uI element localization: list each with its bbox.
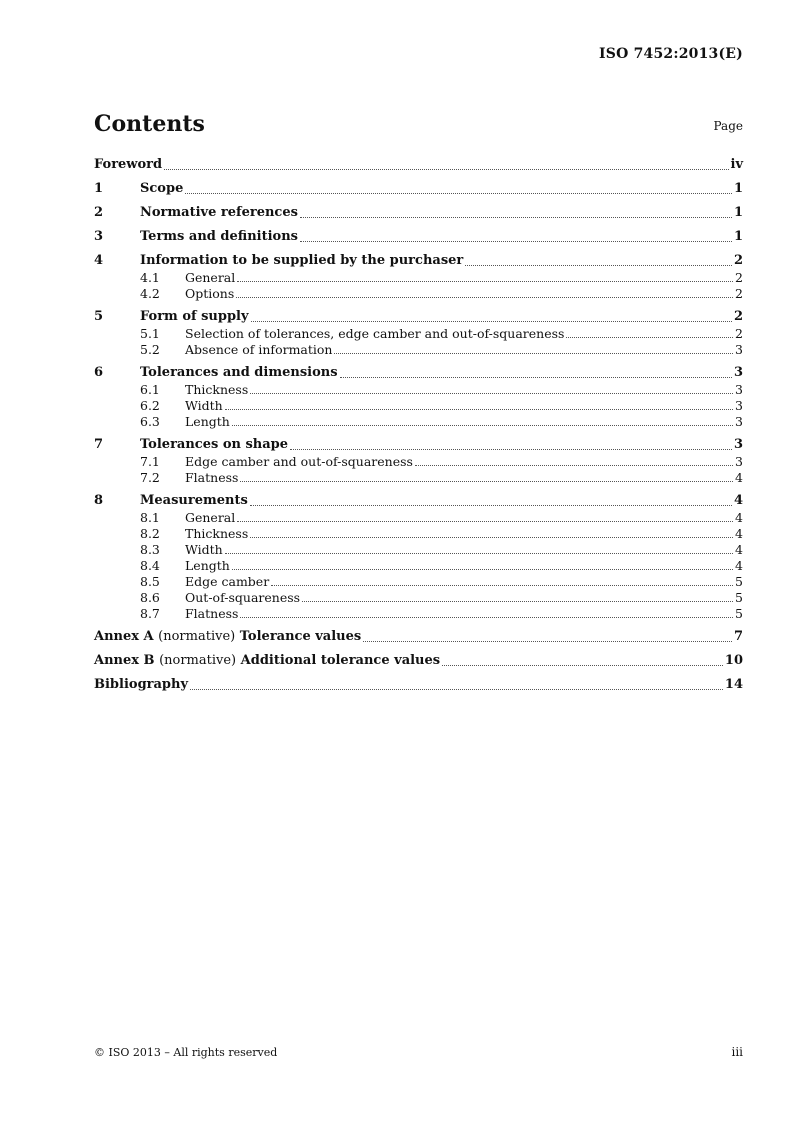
toc-subentry-number: 8.5 bbox=[140, 574, 160, 589]
toc-subentry-number: 8.2 bbox=[140, 526, 160, 541]
toc-subentry-page: 4 bbox=[735, 542, 743, 557]
dot-leader bbox=[240, 481, 733, 482]
annex-label: Annex A bbox=[94, 629, 154, 644]
annex-title: Additional tolerance values bbox=[240, 653, 441, 668]
toc-entry[interactable] bbox=[94, 436, 743, 454]
toc-subentry-title: Width bbox=[185, 398, 223, 413]
bibliography-title: Bibliography bbox=[94, 677, 189, 692]
toc-entry-page: 4 bbox=[733, 493, 743, 508]
toc-entry-number: 4 bbox=[94, 253, 104, 268]
toc-subentry-title: Options bbox=[185, 286, 235, 301]
dot-leader bbox=[164, 169, 728, 170]
toc-subentry-number: 5.2 bbox=[140, 342, 160, 357]
dot-leader bbox=[237, 281, 733, 282]
toc-entry-number: 3 bbox=[94, 229, 104, 244]
toc-subentry-number: 4.1 bbox=[140, 270, 160, 285]
page-title: Contents bbox=[94, 111, 205, 137]
toc-subentry-title: Out-of-squareness bbox=[185, 590, 301, 605]
toc-subentry[interactable] bbox=[94, 526, 743, 542]
toc-entry-page: 2 bbox=[733, 253, 743, 268]
toc-subentry-number: 6.1 bbox=[140, 382, 160, 397]
toc-subentry-title: Flatness bbox=[185, 606, 239, 621]
dot-leader bbox=[250, 505, 732, 506]
toc-entry-page: 2 bbox=[733, 309, 743, 324]
toc-subentry[interactable] bbox=[94, 606, 743, 622]
toc-subentry-number: 8.1 bbox=[140, 510, 160, 525]
toc-entry-page: 1 bbox=[733, 229, 743, 244]
document-id: ISO 7452:2013(E) bbox=[599, 46, 743, 62]
toc-subentry-page: 4 bbox=[735, 470, 743, 485]
dot-leader bbox=[271, 585, 733, 586]
toc-subentry-number: 7.2 bbox=[140, 470, 160, 485]
toc-entry-number: 2 bbox=[94, 205, 104, 220]
toc-subentry-page: 4 bbox=[735, 526, 743, 541]
dot-leader bbox=[190, 689, 723, 690]
toc-entry-page: 3 bbox=[733, 437, 743, 452]
toc-subentry-title: General bbox=[185, 510, 236, 525]
dot-leader bbox=[300, 217, 732, 218]
toc-subentry-title: Length bbox=[185, 558, 230, 573]
dot-leader bbox=[442, 665, 723, 666]
toc-entry-page: 3 bbox=[733, 365, 743, 380]
toc-subentry[interactable] bbox=[94, 342, 743, 358]
toc-subentry[interactable] bbox=[94, 382, 743, 398]
annex-label: Annex B bbox=[94, 653, 155, 668]
toc-subentry[interactable] bbox=[94, 470, 743, 486]
toc-annex-entry[interactable] bbox=[94, 628, 743, 646]
toc-subentry-page: 5 bbox=[735, 606, 743, 621]
toc-subentry-page: 4 bbox=[735, 510, 743, 525]
toc-entry[interactable] bbox=[94, 204, 743, 222]
page-column-label: Page bbox=[713, 119, 743, 133]
toc-subentry-page: 5 bbox=[735, 590, 743, 605]
toc-subentry-page: 2 bbox=[735, 286, 743, 301]
toc-annex-page: 7 bbox=[733, 629, 743, 644]
toc-entry-title: Foreword bbox=[94, 157, 163, 172]
page-number: iii bbox=[731, 1045, 743, 1059]
toc-subentry-title: Thickness bbox=[185, 382, 249, 397]
toc-subentry[interactable] bbox=[94, 286, 743, 302]
dot-leader bbox=[232, 569, 733, 570]
toc-subentry[interactable] bbox=[94, 510, 743, 526]
toc-subentry-title: Edge camber bbox=[185, 574, 270, 589]
toc-subentry-title: Edge camber and out-of-squareness bbox=[185, 454, 413, 469]
toc-subentry-page: 3 bbox=[735, 398, 743, 413]
toc-subentry-title: Length bbox=[185, 414, 230, 429]
toc-annex-title bbox=[94, 628, 361, 646]
toc-subentry-title: General bbox=[185, 270, 236, 285]
dot-leader bbox=[334, 353, 733, 354]
dot-leader bbox=[251, 321, 732, 322]
toc-subentry[interactable] bbox=[94, 542, 743, 558]
toc-bibliography-entry[interactable] bbox=[94, 676, 743, 694]
toc-entry-title: Form of supply bbox=[140, 309, 249, 324]
toc-entry-number: 1 bbox=[94, 181, 104, 196]
toc-subentry-page: 3 bbox=[735, 342, 743, 357]
dot-leader bbox=[415, 465, 733, 466]
toc-entry[interactable] bbox=[94, 492, 743, 510]
toc-subentry-page: 3 bbox=[735, 454, 743, 469]
toc-subentry[interactable] bbox=[94, 454, 743, 470]
toc-subentry-page: 2 bbox=[735, 270, 743, 285]
table-of-contents bbox=[94, 156, 743, 694]
annex-kind: (normative) bbox=[158, 629, 236, 644]
toc-annex-page: 10 bbox=[724, 653, 743, 668]
toc-subentry-title: Selection of tolerances, edge camber and out-of-squareness bbox=[185, 326, 565, 341]
toc-subentry-number: 6.3 bbox=[140, 414, 160, 429]
toc-subentry-number: 7.1 bbox=[140, 454, 160, 469]
dot-leader bbox=[363, 641, 732, 642]
toc-subentry-number: 4.2 bbox=[140, 286, 160, 301]
bibliography-page: 14 bbox=[724, 677, 743, 692]
dot-leader bbox=[465, 265, 732, 266]
toc-entry[interactable] bbox=[94, 364, 743, 382]
toc-entry-title: Scope bbox=[140, 181, 184, 196]
toc-subentry-title: Thickness bbox=[185, 526, 249, 541]
toc-entry-page: 1 bbox=[733, 181, 743, 196]
toc-entry[interactable] bbox=[94, 308, 743, 326]
toc-subentry[interactable] bbox=[94, 590, 743, 606]
dot-leader bbox=[236, 297, 733, 298]
toc-subentry-page: 5 bbox=[735, 574, 743, 589]
dot-leader bbox=[237, 521, 733, 522]
toc-entry-number: 8 bbox=[94, 493, 104, 508]
dot-leader bbox=[225, 553, 733, 554]
toc-entry[interactable] bbox=[94, 252, 743, 270]
annex-kind: (normative) bbox=[159, 653, 237, 668]
toc-subentry-page: 3 bbox=[735, 382, 743, 397]
toc-subentry[interactable] bbox=[94, 270, 743, 286]
dot-leader bbox=[185, 193, 732, 194]
toc-entry-number: 7 bbox=[94, 437, 104, 452]
toc-subentry[interactable] bbox=[94, 574, 743, 590]
dot-leader bbox=[232, 425, 733, 426]
toc-subentry-title: Absence of information bbox=[185, 342, 333, 357]
toc-entry-title: Information to be supplied by the purchaser bbox=[140, 253, 464, 268]
dot-leader bbox=[225, 409, 733, 410]
toc-entry-title: Tolerances on shape bbox=[140, 437, 289, 452]
toc-subentry-number: 6.2 bbox=[140, 398, 160, 413]
toc-entry[interactable] bbox=[94, 228, 743, 246]
toc-subentry-page: 2 bbox=[735, 326, 743, 341]
toc-annex-entry[interactable] bbox=[94, 652, 743, 670]
dot-leader bbox=[290, 449, 732, 450]
toc-subentry-page: 4 bbox=[735, 558, 743, 573]
toc-subentry-number: 8.7 bbox=[140, 606, 160, 621]
toc-subentry-number: 8.4 bbox=[140, 558, 160, 573]
toc-entry[interactable] bbox=[94, 180, 743, 198]
toc-annex-title bbox=[94, 652, 440, 670]
toc-entry-number: 6 bbox=[94, 365, 104, 380]
dot-leader bbox=[240, 617, 733, 618]
copyright-notice: © ISO 2013 – All rights reserved bbox=[94, 1046, 278, 1059]
toc-subentry[interactable] bbox=[94, 398, 743, 414]
toc-subentry[interactable] bbox=[94, 558, 743, 574]
dot-leader bbox=[250, 393, 733, 394]
toc-subentry-number: 8.6 bbox=[140, 590, 160, 605]
toc-subentry-number: 5.1 bbox=[140, 326, 160, 341]
dot-leader bbox=[250, 537, 733, 538]
annex-title: Tolerance values bbox=[239, 629, 362, 644]
toc-subentry-title: Flatness bbox=[185, 470, 239, 485]
dot-leader bbox=[300, 241, 732, 242]
toc-entry-title: Normative references bbox=[140, 205, 298, 220]
toc-entry-page: iv bbox=[730, 157, 743, 172]
toc-entry-title: Tolerances and dimensions bbox=[140, 365, 338, 380]
toc-entry[interactable] bbox=[94, 156, 743, 174]
toc-entry-title: Terms and definitions bbox=[140, 229, 298, 244]
toc-subentry-page: 3 bbox=[735, 414, 743, 429]
toc-subentry-title: Width bbox=[185, 542, 223, 557]
toc-subentry[interactable] bbox=[94, 326, 743, 342]
toc-entry-number: 5 bbox=[94, 309, 104, 324]
toc-subentry[interactable] bbox=[94, 414, 743, 430]
toc-subentry-number: 8.3 bbox=[140, 542, 160, 557]
toc-entry-page: 1 bbox=[733, 205, 743, 220]
dot-leader bbox=[566, 337, 733, 338]
toc-entry-title: Measurements bbox=[140, 493, 248, 508]
dot-leader bbox=[340, 377, 732, 378]
dot-leader bbox=[302, 601, 733, 602]
